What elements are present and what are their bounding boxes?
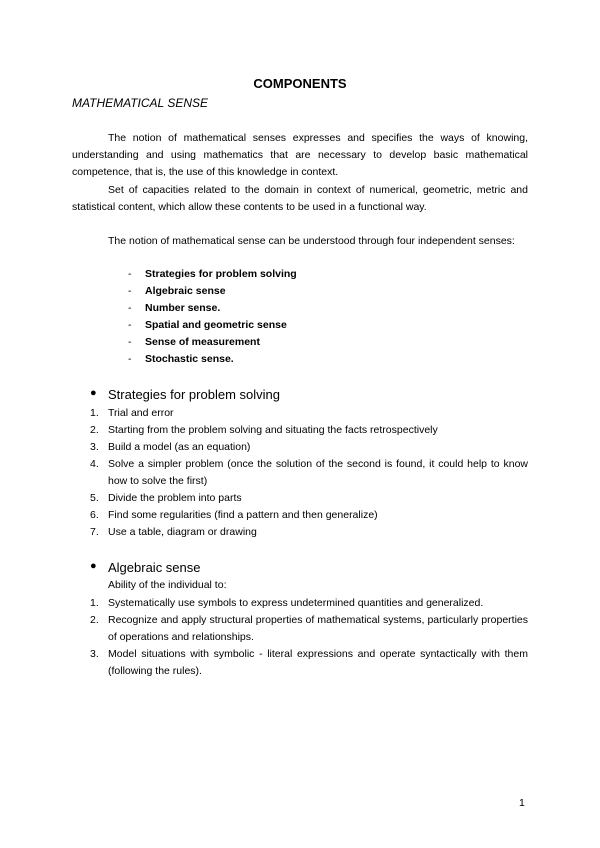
sense-label: Sense of measurement	[145, 336, 260, 348]
list-item	[128, 334, 297, 351]
item-text: Use a table, diagram or drawing	[108, 526, 257, 538]
list-item	[128, 317, 297, 334]
item-text: Divide the problem into parts	[108, 492, 242, 504]
algebraic-list	[72, 595, 528, 680]
item-number: 6.	[90, 509, 99, 521]
sense-label: Number sense.	[145, 302, 221, 314]
sense-label: Strategies for problem solving	[145, 268, 297, 280]
bullet-icon: ●	[90, 560, 97, 572]
item-text: Solve a simpler problem (once the solution of the second is found, it could help to know how to solve the first)	[108, 458, 528, 487]
item-number: 3.	[90, 648, 99, 660]
section-subtitle: MATHEMATICAL SENSE	[72, 96, 209, 110]
paragraph-3: The notion of mathematical sense can be understood through four independent senses:	[108, 235, 515, 247]
item-number: 3.	[90, 441, 99, 453]
item-text: Model situations with symbolic - literal expressions and operate syntactically with them (following the rules).	[108, 648, 528, 677]
sense-label: Stochastic sense.	[145, 353, 234, 365]
dash-marker: -	[128, 336, 132, 348]
item-number: 1.	[90, 407, 99, 419]
list-item	[128, 300, 297, 317]
list-item	[72, 646, 528, 680]
list-item	[72, 612, 528, 646]
item-text: Trial and error	[108, 407, 174, 419]
item-number: 7.	[90, 526, 99, 538]
list-item	[72, 422, 528, 439]
list-item	[72, 524, 528, 541]
page-title: COMPONENTS	[253, 76, 347, 91]
list-item	[72, 439, 528, 456]
item-text: Recognize and apply structural properties of mathematical systems, particularly properties of operations and relationships.	[108, 614, 528, 643]
item-number: 2.	[90, 614, 99, 626]
sense-label: Spatial and geometric sense	[145, 319, 287, 331]
list-item	[128, 351, 297, 368]
section-intro: Ability of the individual to:	[108, 579, 227, 591]
dash-marker: -	[128, 353, 132, 365]
sense-label: Algebraic sense	[145, 285, 226, 297]
senses-list	[128, 266, 297, 368]
list-item	[128, 266, 297, 283]
dash-marker: -	[128, 285, 132, 297]
list-item	[72, 595, 528, 612]
item-number: 2.	[90, 424, 99, 436]
strategies-list	[72, 405, 528, 541]
paragraph-2: Set of capacities related to the domain in context of numerical, geometric, metric and statistical content, which allow these contents to be used in a functional way.	[72, 184, 528, 213]
item-number: 1.	[90, 597, 99, 609]
list-item	[128, 283, 297, 300]
list-item	[72, 405, 528, 422]
section-heading-text: Algebraic sense	[108, 560, 201, 575]
list-item	[72, 507, 528, 524]
paragraph-1: The notion of mathematical senses expresses and specifies the ways of knowing, understanding and using mathematics that are necessary to develop basic mathematical competence, that is, the use of this knowledge in context.	[72, 132, 528, 178]
dash-marker: -	[128, 268, 132, 280]
bullet-icon: ●	[90, 387, 97, 399]
section-heading-text: Strategies for problem solving	[108, 387, 280, 402]
page-number: 1	[519, 797, 525, 809]
dash-marker: -	[128, 319, 132, 331]
item-text: Starting from the problem solving and situating the facts retrospectively	[108, 424, 438, 436]
item-text: Build a model (as an equation)	[108, 441, 251, 453]
list-item	[72, 490, 528, 507]
item-number: 4.	[90, 458, 99, 470]
dash-marker: -	[128, 302, 132, 314]
list-item	[72, 456, 528, 490]
item-number: 5.	[90, 492, 99, 504]
item-text: Systematically use symbols to express undetermined quantities and generalized.	[108, 597, 484, 609]
item-text: Find some regularities (find a pattern and then generalize)	[108, 509, 378, 521]
